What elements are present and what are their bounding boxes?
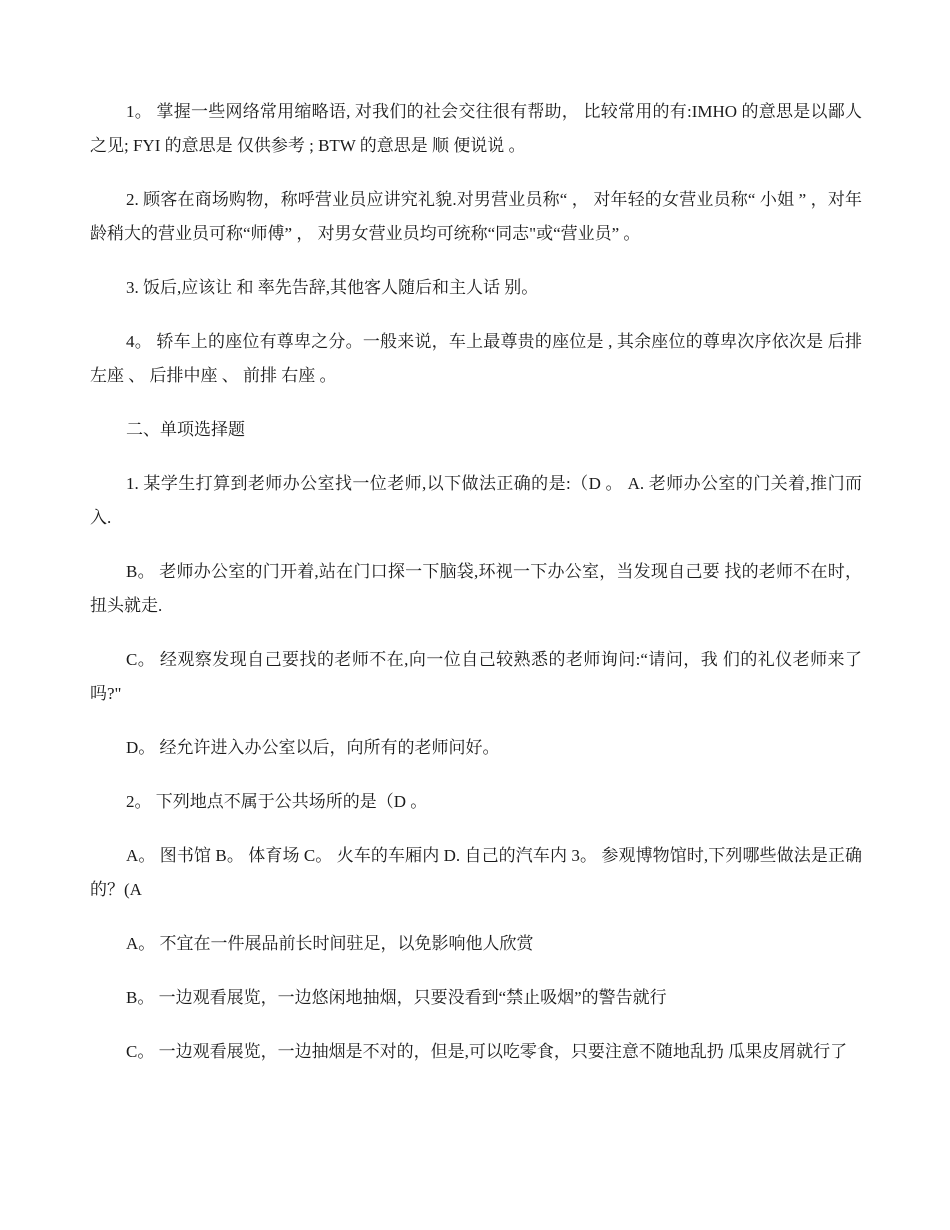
question-1-option-b: B。 老师办公室的门开着,站在门口探一下脑袋,环视一下办公室，当发现自己要 找的老师不在时，扭头就走. — [90, 562, 862, 615]
question-3-option-b: B。 一边观看展览，一边悠闲地抽烟，只要没看到“禁止吸烟”的警告就行 — [126, 988, 667, 1007]
question-3-option-c: C。 一边观看展览，一边抽烟是不对的，但是,可以吃零食，只要注意不随地乱扔 瓜果皮屑就行了 — [126, 1042, 848, 1061]
section-heading-single-choice: 二、单项选择题 — [126, 420, 245, 439]
question-1-option-c: C。 经观察发现自己要找的老师不在,向一位自己较熟悉的老师询问:“请问，我 们的礼仪老师来了吗?" — [90, 650, 862, 703]
paragraph-fill-blank-3: 3. 饭后,应该让 和 率先告辞,其他客人随后和主人话 别。 — [126, 278, 539, 297]
question-2-options-question-3-stem: A。 图书馆 B。 体育场 C。 火车的车厢内 D. 自己的汽车内 3。 参观博物馆时,下列哪些做法是正确的？(A — [90, 846, 862, 899]
question-1-stem: 1. 某学生打算到老师办公室找一位老师,以下做法正确的是:（D 。 A. 老师办公室的门关着,推门而入. — [90, 474, 862, 527]
paragraph-fill-blank-2: 2. 顾客在商场购物，称呼营业员应讲究礼貌.对男营业员称“ ， 对年轻的女营业员称“ 小姐 ” ，对年龄稍大的营业员可称“师傅” ， 对男女营业员均可统称“同志"或“营业员” 。 — [90, 190, 862, 243]
question-1-option-d: D。 经允许进入办公室以后，向所有的老师问好。 — [126, 738, 500, 757]
question-3-option-a: A。 不宜在一件展品前长时间驻足，以免影响他人欣赏 — [126, 934, 534, 953]
document-body — [90, 95, 862, 1089]
paragraph-fill-blank-4: 4。 轿车上的座位有尊卑之分。一般来说，车上最尊贵的座位是 , 其余座位的尊卑次序依次是 后排左座 、 后排中座 、 前排 右座 。 — [90, 332, 862, 385]
paragraph-fill-blank-1: 1。 掌握一些网络常用缩略语, 对我们的社会交往很有帮助， 比较常用的有:IMHO 的意思是以鄙人之见; FYI 的意思是 仅供参考 ; BTW 的意思是 顺 便说说 。 — [90, 102, 862, 155]
question-2-stem: 2。 下列地点不属于公共场所的是（D 。 — [126, 792, 428, 811]
